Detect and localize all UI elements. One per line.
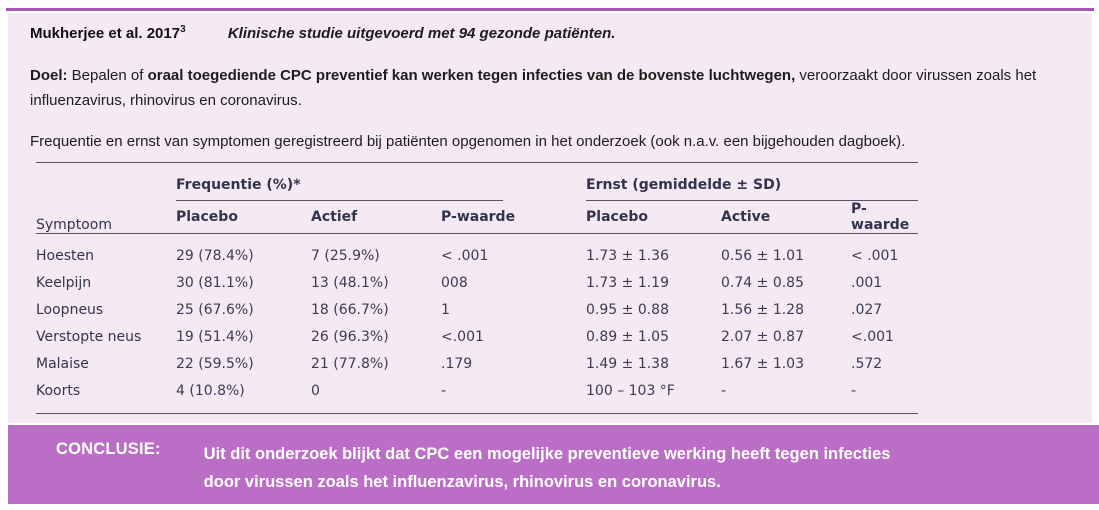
cell-ernst-active: 0.56 ± 1.01	[721, 247, 804, 264]
group-header-severity-label: Ernst (gemiddelde ± SD)	[586, 177, 918, 201]
conclusion-banner	[8, 425, 1099, 504]
cell-ernst-placebo: 100 – 103 °F	[586, 377, 721, 414]
cell-symptom: Loopneus	[36, 301, 104, 318]
cell-freq-placebo: 30 (81.1%)	[176, 274, 254, 291]
cell-freq-pvalue: < .001	[441, 247, 489, 264]
cell-ernst-placebo: 1.73 ± 1.19	[586, 274, 669, 291]
table-intro-paragraph: Frequentie en ernst van symptomen geregistreerd bij patiënten opgenomen in het onderzoek (ook n.a.v. een bijgehouden dagboek).	[30, 133, 906, 150]
table-row	[36, 323, 918, 350]
cell-ernst-pvalue: < .001	[851, 247, 899, 264]
study-summary-panel	[8, 13, 1092, 423]
cell-ernst-pvalue: -	[851, 377, 918, 414]
cell-ernst-placebo: 1.49 ± 1.38	[586, 355, 669, 372]
cell-freq-pvalue: <.001	[441, 328, 484, 345]
cell-freq-actief: 13 (48.1%)	[311, 274, 389, 291]
goal-text-tail: veroorzaakt door virussen zoals het influenzavirus, rhinovirus en coronavirus.	[30, 67, 1037, 109]
conclusion-text: Uit dit onderzoek blijkt dat CPC een mogelijke preventieve werking heeft tegen infecties door virussen zoals het influenzavirus, rhinovirus en coronavirus.	[203, 445, 891, 491]
goal-text-regular: Bepalen of	[67, 67, 148, 84]
cell-ernst-active: 1.56 ± 1.28	[721, 301, 804, 318]
cell-freq-pvalue: .179	[441, 355, 473, 372]
column-header-symptom: Symptoom	[36, 163, 176, 234]
group-header-severity	[586, 163, 918, 202]
subheader-freq-pvalue: P-waarde	[441, 201, 586, 234]
table-row	[36, 296, 918, 323]
study-citation: Mukherjee et al. 2017	[30, 25, 181, 42]
goal-paragraph	[30, 63, 1040, 113]
conclusion-label: CONCLUSIE:	[56, 440, 161, 458]
table-row	[36, 377, 918, 414]
cell-freq-actief: 21 (77.8%)	[311, 355, 389, 372]
cell-ernst-pvalue: .572	[851, 355, 883, 372]
cell-symptom: Koorts	[36, 377, 176, 414]
cell-freq-actief: 18 (66.7%)	[311, 301, 389, 318]
goal-label: Doel:	[30, 67, 68, 84]
table-row	[36, 269, 918, 296]
subheader-freq-actief: Actief	[311, 201, 441, 234]
subheader-ernst-active: Active	[721, 201, 851, 234]
study-reference-number: 3	[180, 24, 186, 35]
cell-ernst-pvalue: .027	[851, 301, 883, 318]
subheader-ernst-placebo: Placebo	[586, 201, 721, 234]
cell-ernst-placebo: 0.95 ± 0.88	[586, 301, 669, 318]
cell-ernst-placebo: 1.73 ± 1.36	[586, 247, 669, 264]
cell-freq-pvalue: 008	[441, 274, 468, 291]
cell-ernst-active: 2.07 ± 0.87	[721, 328, 804, 345]
cell-freq-placebo: 29 (78.4%)	[176, 247, 254, 264]
cell-freq-pvalue: 1	[441, 301, 450, 318]
cell-freq-pvalue: -	[441, 377, 586, 414]
cell-symptom: Verstopte neus	[36, 328, 142, 345]
cell-ernst-active: 1.67 ± 1.03	[721, 355, 804, 372]
cell-symptom: Malaise	[36, 355, 89, 372]
cell-freq-actief: 0	[311, 377, 441, 414]
cell-freq-placebo: 22 (59.5%)	[176, 355, 254, 372]
group-header-frequency-label: Frequentie (%)*	[176, 177, 503, 201]
cell-ernst-active: 0.74 ± 0.85	[721, 274, 804, 291]
cell-ernst-pvalue: .001	[851, 274, 883, 291]
cell-ernst-active: -	[721, 377, 851, 414]
subheader-ernst-pvalue: P-waarde	[851, 201, 918, 234]
study-description: Klinische studie uitgevoerd met 94 gezonde patiënten.	[227, 25, 616, 42]
symptoms-results-table	[36, 162, 918, 414]
cell-symptom: Hoesten	[36, 247, 94, 264]
cell-freq-placebo: 25 (67.6%)	[176, 301, 254, 318]
cell-ernst-pvalue: <.001	[851, 328, 894, 345]
cell-symptom: Keelpijn	[36, 274, 92, 291]
cell-freq-placebo: 4 (10.8%)	[176, 377, 311, 414]
cell-freq-actief: 26 (96.3%)	[311, 328, 389, 345]
cell-freq-actief: 7 (25.9%)	[311, 247, 380, 264]
top-divider-rule	[6, 8, 1094, 11]
study-title-line	[30, 24, 1064, 42]
goal-text-bold: oraal toegediende CPC preventief kan werken tegen infecties van de bovenste luchtwegen,	[147, 67, 796, 84]
subheader-freq-placebo: Placebo	[176, 201, 311, 234]
table-row	[36, 350, 918, 377]
table-row	[36, 234, 918, 270]
cell-freq-placebo: 19 (51.4%)	[176, 328, 254, 345]
cell-ernst-placebo: 0.89 ± 1.05	[586, 328, 669, 345]
group-header-frequency	[176, 163, 586, 202]
